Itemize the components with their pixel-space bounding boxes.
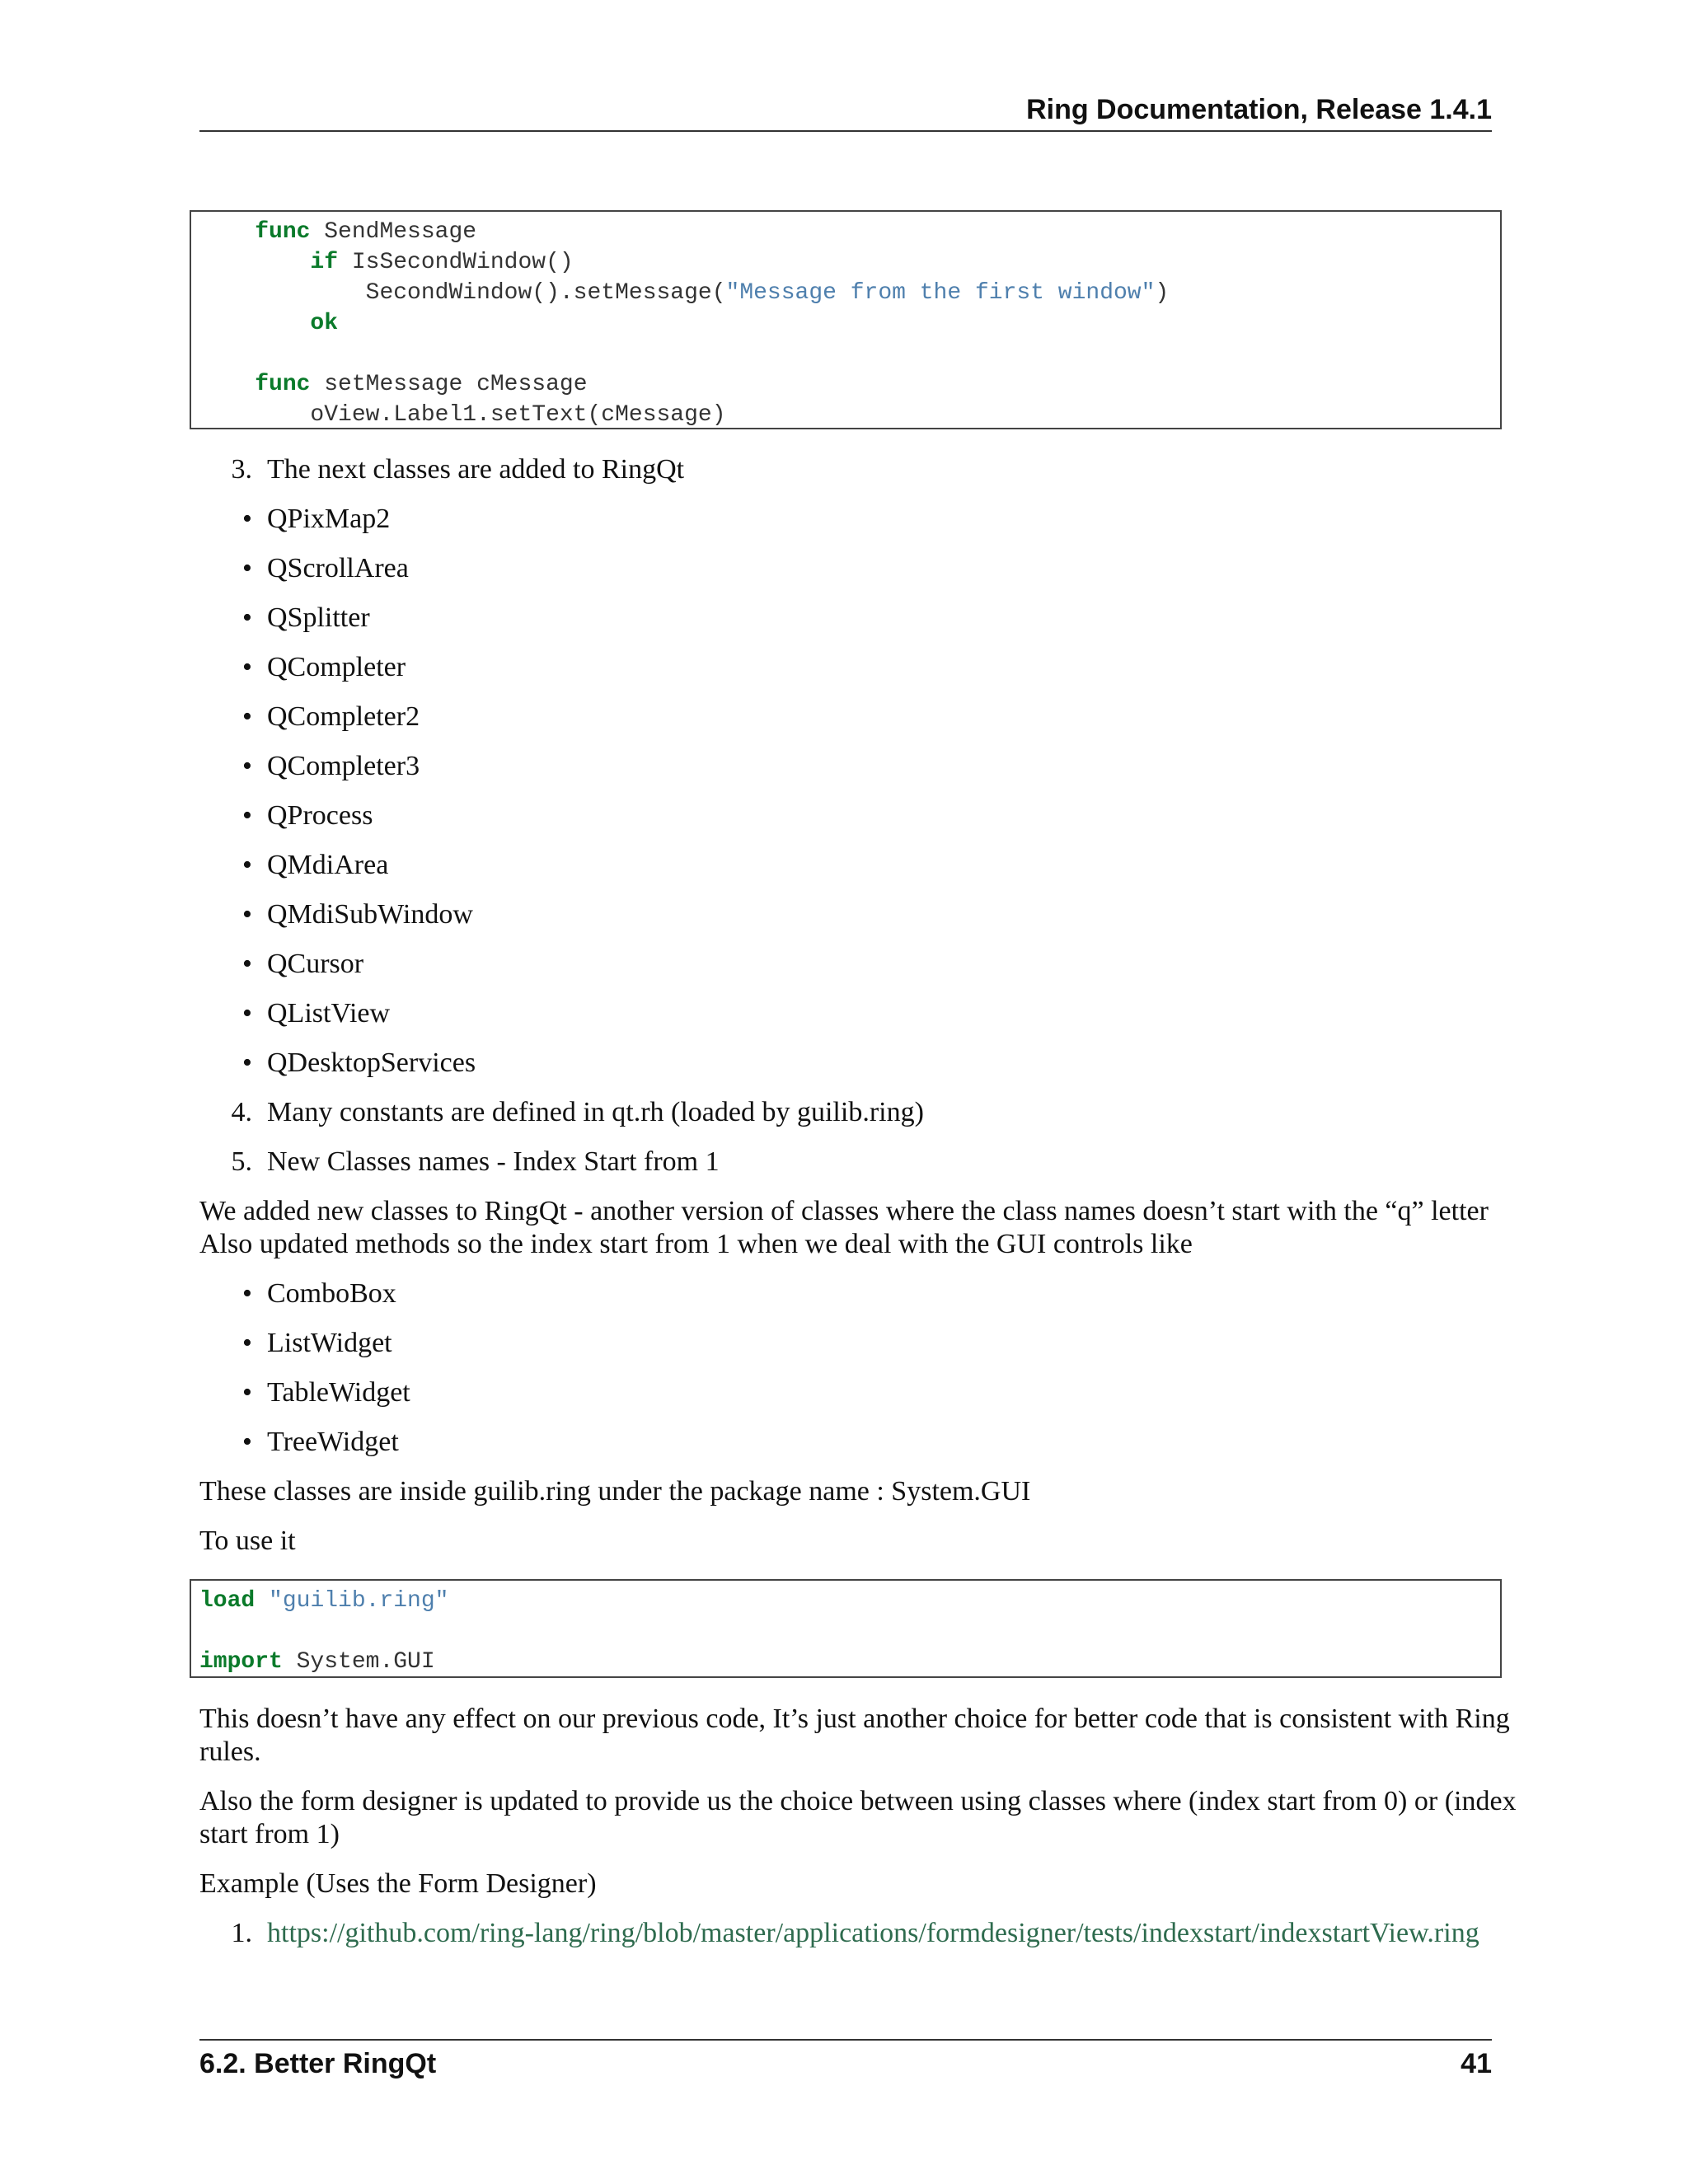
paragraph-line: Also updated methods so the index start from 1 when we deal with the GUI controls like <box>199 1229 1193 1259</box>
bullet: • <box>242 949 252 979</box>
code-line: if IsSecondWindow() <box>310 250 574 275</box>
code-line-blank <box>199 1616 1492 1647</box>
paragraph-line: We added new classes to RingQt - another version of classes where the class names doesn’t start with the “q” letter <box>199 1196 1489 1226</box>
bullet: • <box>242 602 252 633</box>
bullet: • <box>242 800 252 831</box>
footer-rule <box>199 2039 1492 2041</box>
page-number: 41 <box>1461 2048 1492 2079</box>
bullet-item: QCursor <box>267 949 364 979</box>
bullet-item: QCompleter3 <box>267 751 420 781</box>
paragraph: To use it <box>199 1526 296 1556</box>
bullet: • <box>242 998 252 1029</box>
list-item-text: Many constants are defined in qt.rh (loaded by guilib.ring) <box>267 1097 924 1127</box>
code-line-blank <box>199 339 1492 369</box>
bullet: • <box>242 1427 252 1457</box>
bullet: • <box>242 1328 252 1358</box>
bullet: • <box>242 504 252 534</box>
bullet: • <box>242 1047 252 1078</box>
code-line: ok <box>310 311 339 336</box>
bullet: • <box>242 1377 252 1408</box>
bullet-item: ComboBox <box>267 1278 396 1309</box>
code-line: import System.GUI <box>199 1649 435 1675</box>
paragraph: Example (Uses the Form Designer) <box>199 1868 597 1899</box>
paragraph-line: Also the form designer is updated to provide us the choice between using classes where (index start from 0) or (index <box>199 1786 1517 1816</box>
list-number: 3. <box>231 454 252 485</box>
bullet: • <box>242 751 252 781</box>
bullet: • <box>242 899 252 930</box>
footer-section: 6.2. Better RingQt <box>199 2048 437 2079</box>
code-block-send-message <box>190 210 1502 429</box>
code-line: SecondWindow().setMessage("Message from the first window") <box>365 280 1170 306</box>
header-title: Ring Documentation, Release 1.4.1 <box>1026 94 1492 125</box>
example-link[interactable]: https://github.com/ring-lang/ring/blob/master/applications/formdesigner/tests/indexstart/indexstartView.ring <box>267 1918 1479 1948</box>
bullet: • <box>242 1278 252 1309</box>
list-number: 1. <box>231 1918 252 1948</box>
code-line: oView.Label1.setText(cMessage) <box>310 402 726 428</box>
bullet: • <box>242 701 252 732</box>
bullet-item: QCompleter <box>267 652 406 682</box>
code-line: func SendMessage <box>255 219 477 245</box>
bullet: • <box>242 652 252 682</box>
bullet-item: TreeWidget <box>267 1427 399 1457</box>
bullet-item: ListWidget <box>267 1328 392 1358</box>
code-line: load "guilib.ring" <box>199 1588 449 1614</box>
list-number: 5. <box>231 1146 252 1177</box>
bullet-item: QMdiSubWindow <box>267 899 473 930</box>
paragraph-line: This doesn’t have any effect on our previous code, It’s just another choice for better code that is consistent with Ring <box>199 1704 1510 1734</box>
bullet-item: QSplitter <box>267 602 370 633</box>
bullet-item: QPixMap2 <box>267 504 391 534</box>
bullet-item: QDesktopServices <box>267 1047 476 1078</box>
bullet-item: QScrollArea <box>267 553 409 583</box>
list-item-text: The next classes are added to RingQt <box>267 454 685 485</box>
bullet: • <box>242 850 252 880</box>
bullet-item: QProcess <box>267 800 373 831</box>
page-header <box>199 89 1492 132</box>
bullet-item: QMdiArea <box>267 850 389 880</box>
bullet-item: TableWidget <box>267 1377 410 1408</box>
paragraph-line: start from 1) <box>199 1819 340 1849</box>
list-number: 4. <box>231 1097 252 1127</box>
code-line: func setMessage cMessage <box>255 372 588 397</box>
list-item-text: New Classes names - Index Start from 1 <box>267 1146 720 1177</box>
bullet-item: QCompleter2 <box>267 701 420 732</box>
code-block-load-guilib <box>190 1579 1502 1678</box>
bullet: • <box>242 553 252 583</box>
paragraph-line: rules. <box>199 1736 261 1767</box>
bullet-item: QListView <box>267 998 391 1029</box>
paragraph: These classes are inside guilib.ring under the package name : System.GUI <box>199 1476 1031 1507</box>
